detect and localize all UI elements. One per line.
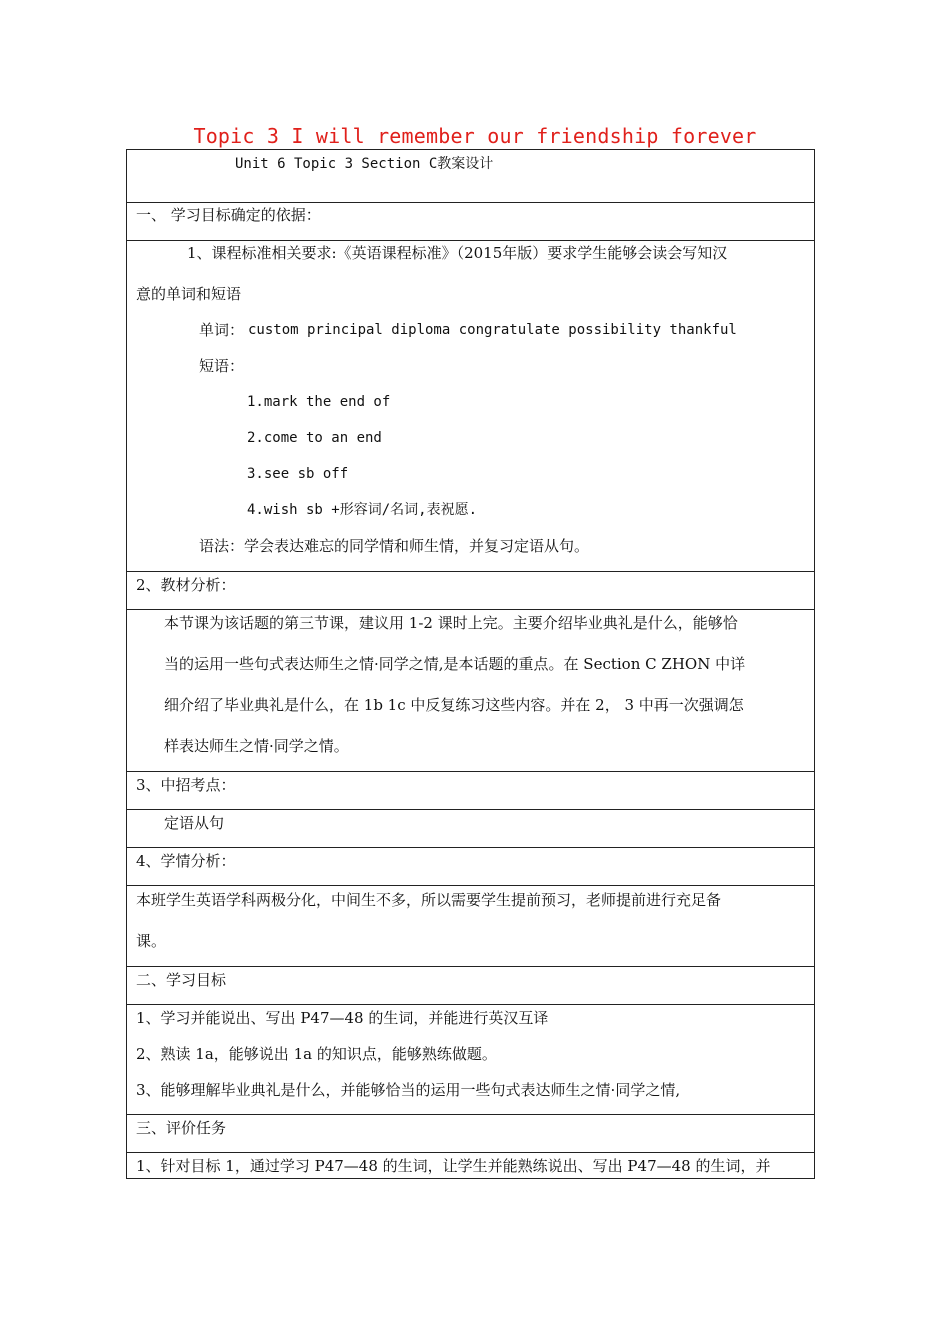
section6-heading: 三、评价任务	[136, 1119, 227, 1137]
phrase-item: 3.see sb off	[247, 466, 349, 482]
section5-heading: 二、学习目标	[136, 971, 227, 989]
row-divider	[127, 1152, 814, 1153]
row-divider	[127, 609, 814, 610]
row-divider	[127, 809, 814, 810]
phrase-item: 1.mark the end of	[247, 394, 391, 410]
grammar-line: 语法：学会表达难忘的同学情和师生情，并复习定语从句。	[199, 537, 590, 555]
row-divider	[127, 966, 814, 967]
goal-item: 1、学习并能说出、写出 P47—48 的生词，并能进行英汉互译	[136, 1009, 549, 1027]
analysis-line: 细介绍了毕业典礼是什么，在 1b 1c 中反复练习这些内容。并在 2， 3 中再一次强调怎	[164, 696, 744, 714]
row-divider	[127, 202, 814, 203]
section3-heading: 3、中招考点：	[136, 776, 236, 794]
words-label: 单词：	[199, 321, 245, 339]
row-divider	[127, 847, 814, 848]
goal-item: 3、能够理解毕业典礼是什么，并能够恰当的运用一些句式表达师生之情·同学之情,	[136, 1081, 681, 1099]
analysis-line: 当的运用一些句式表达师生之情·同学之情,是本话题的重点。在 Section C ZHON 中详	[164, 655, 746, 673]
phrases-label: 短语：	[199, 357, 245, 375]
section2-heading: 2、教材分析：	[136, 576, 236, 594]
lesson-header: Unit 6 Topic 3 Section C教案设计	[235, 156, 494, 172]
row-divider	[127, 240, 814, 241]
section4-heading: 4、学情分析：	[136, 852, 236, 870]
row-divider	[127, 1114, 814, 1115]
curriculum-standard-line2: 意的单词和短语	[136, 285, 242, 303]
row-divider	[127, 771, 814, 772]
phrase-item: 2.come to an end	[247, 430, 382, 446]
curriculum-standard-line1: 1、课程标准相关要求:《英语课程标准》（2015年版）要求学生能够会读会写知汉	[187, 244, 728, 262]
row-divider	[127, 571, 814, 572]
words-list: custom principal diploma congratulate possibility thankful	[248, 322, 737, 338]
exam-point: 定语从句	[164, 814, 225, 832]
document-title: Topic 3 I will remember our friendship forever	[193, 124, 757, 148]
analysis-line: 样表达师生之情·同学之情。	[164, 737, 349, 755]
row-divider	[127, 1004, 814, 1005]
section1-heading: 一、 学习目标确定的依据：	[136, 206, 321, 224]
goal-item: 2、熟读 1a，能够说出 1a 的知识点，能够熟练做题。	[136, 1045, 497, 1063]
lesson-plan-table	[126, 149, 815, 1179]
student-analysis-line2: 课。	[136, 932, 167, 950]
row-divider	[127, 885, 814, 886]
evaluation-line1: 1、针对目标 1，通过学习 P47—48 的生词，让学生并能熟练说出、写出 P47—48 的生词，并	[136, 1157, 771, 1175]
student-analysis-line1: 本班学生英语学科两极分化，中间生不多，所以需要学生提前预习，老师提前进行充足备	[136, 891, 722, 909]
analysis-line: 本节课为该话题的第三节课，建议用 1-2 课时上完。主要介绍毕业典礼是什么，能够恰	[164, 614, 738, 632]
phrase-item: 4.wish sb +形容词/名词,表祝愿.	[247, 502, 478, 518]
